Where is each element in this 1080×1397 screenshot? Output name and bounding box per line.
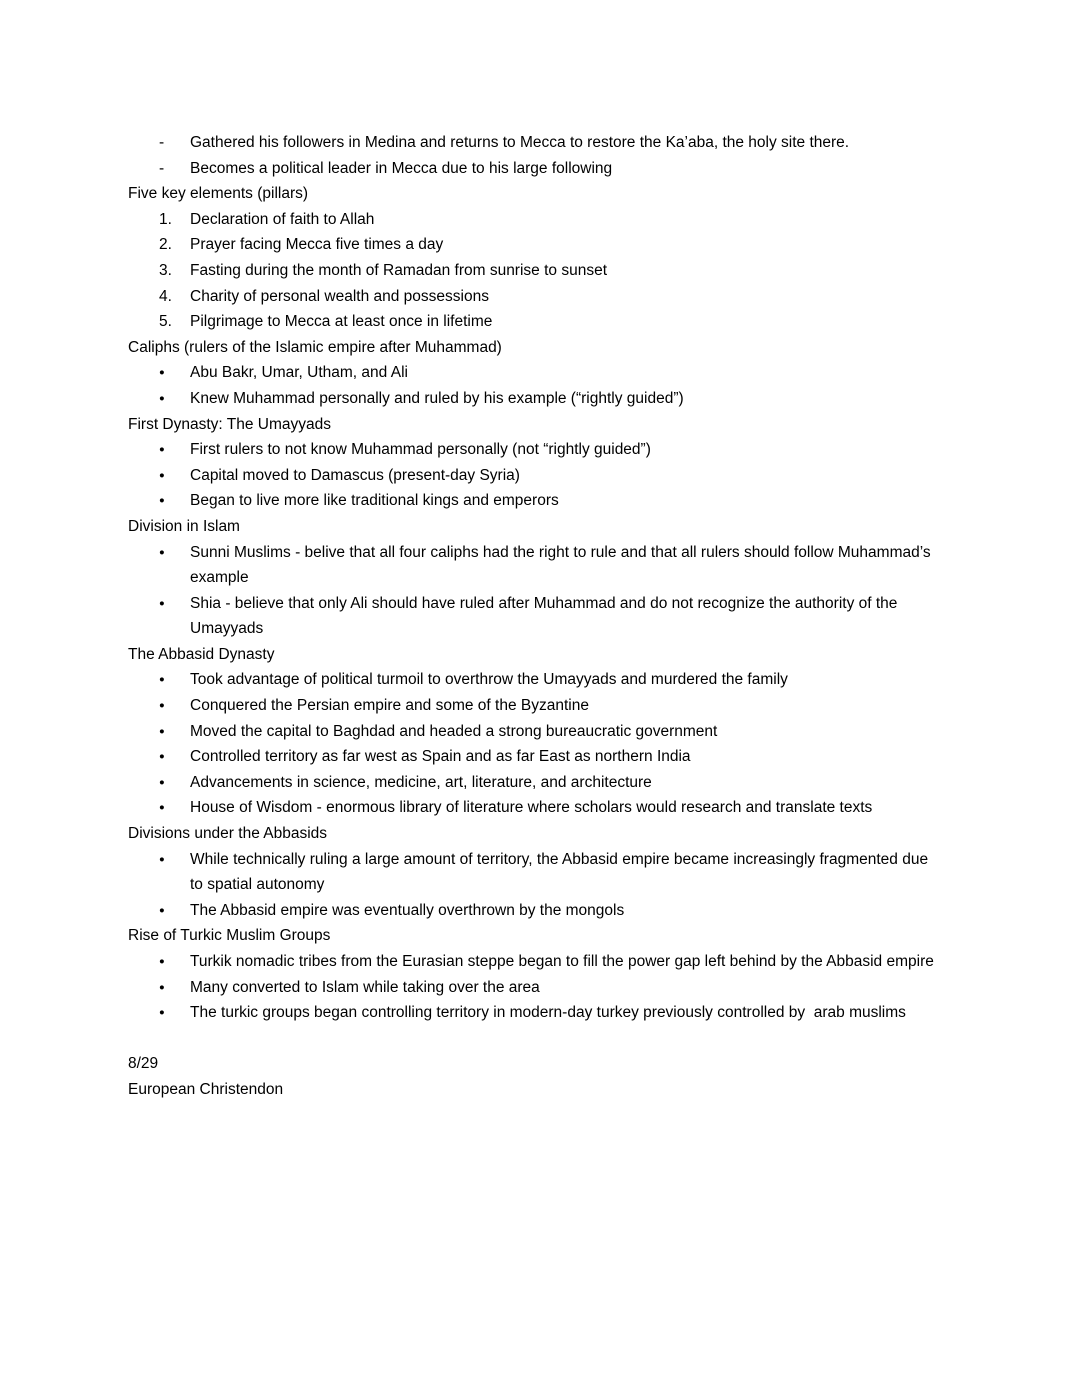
line-text: Knew Muhammad personally and ruled by his example (“rightly guided”) bbox=[190, 389, 684, 407]
bullet-icon: ● bbox=[159, 674, 165, 686]
bullet-icon: ● bbox=[159, 853, 165, 865]
heading-line: European Christendon bbox=[128, 1080, 284, 1098]
line-text: Took advantage of political turmoil to overthrow the Umayyads and murdered the family bbox=[190, 671, 788, 689]
line-text: Many converted to Islam while taking over the area bbox=[190, 978, 540, 996]
list-item bbox=[128, 975, 940, 1001]
list-item bbox=[128, 1000, 940, 1026]
line-text: Declaration of faith to Allah bbox=[190, 210, 375, 228]
line-text: Gathered his followers in Medina and returns to Mecca to restore the Ka’aba, the holy site there. bbox=[190, 134, 850, 151]
list-item bbox=[128, 232, 940, 258]
line-text: Capital moved to Damascus (present-day Syria) bbox=[190, 466, 520, 484]
bullet-icon: ● bbox=[159, 700, 165, 712]
line-text: First rulers to not know Muhammad personally (not “rightly guided”) bbox=[190, 441, 651, 459]
blank-line bbox=[128, 1026, 940, 1052]
list-item bbox=[128, 693, 940, 719]
dash-marker: - bbox=[159, 134, 165, 151]
list-item bbox=[128, 284, 940, 310]
list-item bbox=[128, 667, 940, 693]
heading-line: Divisions under the Abbasids bbox=[128, 825, 328, 843]
list-item bbox=[128, 719, 940, 745]
line-text: Fasting during the month of Ramadan from sunrise to sunset bbox=[190, 261, 607, 279]
bullet-icon: ● bbox=[159, 495, 165, 507]
heading-line: First Dynasty: The Umayyads bbox=[128, 415, 331, 433]
list-item bbox=[128, 847, 940, 898]
dash-marker: - bbox=[159, 159, 165, 177]
number-marker: 5. bbox=[159, 313, 172, 331]
bullet-icon: ● bbox=[159, 725, 165, 737]
line-text: Sunni Muslims - belive that all four caliphs had the right to rule and that all rulers should follow Muhammad’s example bbox=[190, 543, 935, 587]
list-item bbox=[128, 207, 940, 233]
line-text: Prayer facing Mecca five times a day bbox=[190, 236, 444, 254]
line-text: Becomes a political leader in Mecca due to his large following bbox=[190, 159, 613, 177]
bullet-icon: ● bbox=[159, 981, 165, 993]
line-text: Shia - believe that only Ali should have ruled after Muhammad and do not recognize the authority of the Umayyads bbox=[190, 594, 902, 638]
bullet-icon: ● bbox=[159, 367, 165, 379]
heading-line: Division in Islam bbox=[128, 517, 240, 535]
list-item bbox=[128, 386, 940, 412]
number-marker: 1. bbox=[159, 210, 172, 228]
list-item bbox=[128, 898, 940, 924]
bullet-icon: ● bbox=[159, 546, 165, 558]
heading-line: Five key elements (pillars) bbox=[128, 185, 309, 203]
bullet-icon: ● bbox=[159, 802, 165, 814]
line-text: Controlled territory as far west as Spain and as far East as northern India bbox=[190, 748, 691, 766]
bullet-icon: ● bbox=[159, 392, 165, 404]
list-item bbox=[128, 488, 940, 514]
list-item bbox=[128, 156, 940, 182]
heading-line: The Abbasid Dynasty bbox=[128, 645, 275, 663]
line-text: House of Wisdom - enormous library of literature where scholars would research and translate texts bbox=[190, 799, 873, 817]
heading-line: Caliphs (rulers of the Islamic empire after Muhammad) bbox=[128, 338, 502, 356]
line-text: Conquered the Persian empire and some of the Byzantine bbox=[190, 697, 589, 715]
bullet-icon: ● bbox=[159, 1007, 165, 1019]
bullet-icon: ● bbox=[159, 469, 165, 481]
document-page bbox=[128, 130, 940, 1103]
number-marker: 3. bbox=[159, 261, 172, 279]
line-text: Charity of personal wealth and possessions bbox=[190, 287, 489, 305]
bullet-icon: ● bbox=[159, 904, 165, 916]
list-item bbox=[128, 949, 940, 975]
list-item bbox=[128, 463, 940, 489]
bullet-icon: ● bbox=[159, 444, 165, 456]
list-item bbox=[128, 309, 940, 335]
number-marker: 4. bbox=[159, 287, 172, 305]
bullet-icon: ● bbox=[159, 956, 165, 967]
line-text: Advancements in science, medicine, art, literature, and architecture bbox=[190, 773, 652, 791]
line-text: While technically ruling a large amount of territory, the Abbasid empire became increasingly fragmented due to spatial autonomy bbox=[190, 850, 933, 894]
bullet-icon: ● bbox=[159, 751, 165, 763]
list-item bbox=[128, 437, 940, 463]
list-item bbox=[128, 591, 940, 642]
number-marker: 2. bbox=[159, 236, 172, 254]
list-item bbox=[128, 360, 940, 386]
bullet-icon: ● bbox=[159, 776, 165, 788]
line-text: Began to live more like traditional kings and emperors bbox=[190, 492, 559, 510]
list-item bbox=[128, 258, 940, 284]
list-item bbox=[128, 540, 940, 591]
list-item bbox=[128, 770, 940, 796]
heading-line: 8/29 bbox=[128, 1055, 159, 1073]
list-item bbox=[128, 795, 940, 821]
line-text: Turkik nomadic tribes from the Eurasian steppe began to fill the power gap left behind by the Abbasid empire bbox=[190, 953, 934, 970]
line-text: Abu Bakr, Umar, Utham, and Ali bbox=[190, 364, 408, 382]
line-text: Moved the capital to Baghdad and headed a strong bureaucratic government bbox=[190, 722, 718, 740]
heading-line: Rise of Turkic Muslim Groups bbox=[128, 927, 331, 945]
line-text: The turkic groups began controlling territory in modern-day turkey previously controlled by arab muslims bbox=[190, 1004, 906, 1022]
line-text: Pilgrimage to Mecca at least once in lifetime bbox=[190, 313, 493, 331]
list-item bbox=[128, 744, 940, 770]
line-text: The Abbasid empire was eventually overthrown by the mongols bbox=[190, 901, 625, 919]
bullet-icon: ● bbox=[159, 597, 165, 609]
list-item bbox=[128, 130, 940, 156]
